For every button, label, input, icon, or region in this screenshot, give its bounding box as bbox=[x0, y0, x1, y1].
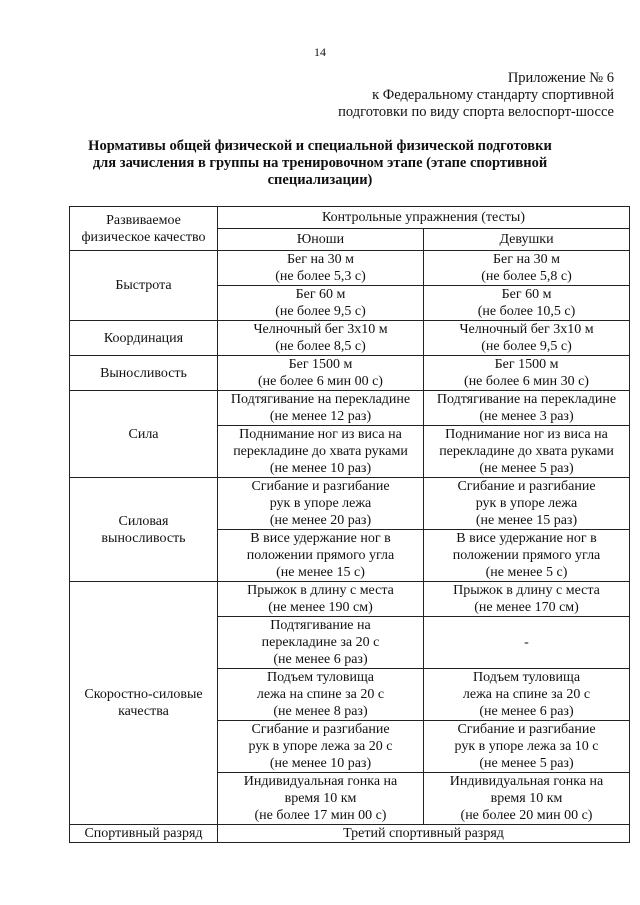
test-line: (не менее 5 раз) bbox=[479, 461, 574, 476]
test-line: перекладине за 20 с bbox=[261, 635, 380, 650]
test-line: (не менее 6 раз) bbox=[479, 704, 574, 719]
quality-line: Скоростно-силовые bbox=[84, 687, 203, 702]
table-row bbox=[70, 321, 630, 356]
girls-test-cell bbox=[424, 530, 630, 582]
quality-line: выносливость bbox=[101, 530, 186, 546]
test-line: лежа на спине за 20 с bbox=[462, 687, 591, 702]
header-girls: Девушки bbox=[424, 229, 630, 251]
test-line: (не менее 10 раз) bbox=[269, 461, 372, 476]
table-row bbox=[70, 582, 630, 617]
test-line: Бег на 30 м bbox=[492, 252, 561, 267]
test-line: (не менее 5 раз) bbox=[479, 756, 574, 771]
test-line: рук в упоре лежа bbox=[475, 496, 578, 511]
table-row bbox=[70, 356, 630, 391]
test-line: (не более 6 мин 00 с) bbox=[258, 374, 383, 389]
test-line: (не более 9,5 с) bbox=[275, 304, 366, 319]
test-line: Бег на 30 м bbox=[286, 252, 355, 267]
test-line: (не более 17 мин 00 с) bbox=[254, 808, 387, 823]
test-line: Сгибание и разгибание bbox=[457, 479, 596, 494]
test-line: (не менее 5 с) bbox=[485, 565, 568, 580]
test-line: перекладине до хвата руками bbox=[439, 444, 614, 459]
header-quality bbox=[70, 207, 218, 251]
test-line: Челночный бег 3x10 м bbox=[459, 322, 594, 337]
table-row bbox=[70, 825, 630, 843]
girls-test-cell bbox=[424, 721, 630, 773]
test-line: перекладине до хвата руками bbox=[233, 444, 408, 459]
header-quality-line: физическое качество bbox=[81, 229, 206, 245]
test-line: Поднимание ног из виса на bbox=[239, 427, 402, 442]
footer-value: Третий спортивный разряд bbox=[218, 825, 630, 843]
test-line: (не более 10,5 с) bbox=[477, 304, 576, 319]
quality-line: Координация bbox=[103, 330, 184, 346]
test-line: Индивидуальная гонка на bbox=[449, 774, 604, 789]
girls-test-cell bbox=[424, 251, 630, 286]
test-line: (не более 5,8 с) bbox=[481, 269, 572, 284]
test-line: (не более 5,3 с) bbox=[275, 269, 366, 284]
boys-test-cell bbox=[218, 478, 424, 530]
quality-cell bbox=[70, 321, 218, 356]
quality-line: Быстрота bbox=[115, 278, 172, 293]
title-line: для зачисления в группы на тренировочном этапе (этапе спортивной bbox=[92, 155, 548, 171]
test-line: Поднимание ног из виса на bbox=[445, 427, 608, 442]
girls-test-cell bbox=[424, 356, 630, 391]
header-tests: Контрольные упражнения (тесты) bbox=[218, 207, 630, 229]
test-line: время 10 км bbox=[284, 791, 357, 806]
test-line: (не менее 6 раз) bbox=[273, 652, 368, 667]
boys-test-cell bbox=[218, 669, 424, 721]
page-number: 14 bbox=[314, 45, 326, 59]
test-line: рук в упоре лежа bbox=[269, 496, 372, 511]
header-boys: Юноши bbox=[218, 229, 424, 251]
test-line: Подъем туловища bbox=[472, 670, 581, 685]
girls-test-cell bbox=[424, 286, 630, 321]
table-row bbox=[70, 251, 630, 286]
boys-test-cell bbox=[218, 286, 424, 321]
test-line: (не менее 3 раз) bbox=[479, 409, 574, 424]
girls-test-cell bbox=[424, 669, 630, 721]
test-line: Подтягивание на перекладине bbox=[230, 392, 411, 407]
test-line: Сгибание и разгибание bbox=[251, 479, 390, 494]
test-line: лежа на спине за 20 с bbox=[256, 687, 385, 702]
boys-test-cell bbox=[218, 530, 424, 582]
test-line: рук в упоре лежа за 20 с bbox=[248, 739, 393, 754]
norms-table bbox=[69, 206, 630, 843]
boys-test-cell bbox=[218, 251, 424, 286]
girls-test-cell bbox=[424, 478, 630, 530]
test-line: положении прямого угла bbox=[452, 548, 601, 563]
test-line: - bbox=[524, 635, 529, 650]
appendix-line: к Федеральному стандарту спортивной bbox=[372, 87, 614, 103]
appendix-line: подготовки по виду спорта велоспорт-шоссе bbox=[338, 104, 614, 120]
boys-test-cell bbox=[218, 721, 424, 773]
test-line: Прыжок в длину с места bbox=[247, 583, 394, 598]
test-line: (не более 8,5 с) bbox=[275, 339, 366, 354]
test-line: Бег 60 м bbox=[295, 287, 346, 302]
test-line: (не менее 190 см) bbox=[268, 600, 373, 615]
girls-test-cell bbox=[424, 426, 630, 478]
girls-test-cell bbox=[424, 773, 630, 825]
test-line: В висе удержание ног в bbox=[456, 531, 597, 546]
test-line: (не менее 20 раз) bbox=[269, 513, 372, 528]
test-line: (не более 9,5 с) bbox=[481, 339, 572, 354]
appendix-line: Приложение № 6 bbox=[507, 70, 614, 86]
test-line: Бег 1500 м bbox=[494, 357, 559, 372]
boys-test-cell bbox=[218, 617, 424, 669]
quality-line: Выносливость bbox=[100, 365, 187, 381]
document-title bbox=[60, 138, 580, 189]
quality-line: Силовая bbox=[118, 513, 169, 529]
test-line: (не менее 12 раз) bbox=[269, 409, 372, 424]
test-line: (не менее 170 см) bbox=[474, 600, 579, 615]
test-line: Индивидуальная гонка на bbox=[243, 774, 398, 789]
test-line: положении прямого угла bbox=[246, 548, 395, 563]
girls-test-cell bbox=[424, 582, 630, 617]
quality-cell bbox=[70, 391, 218, 478]
test-line: (не менее 15 раз) bbox=[475, 513, 578, 528]
test-line: время 10 км bbox=[490, 791, 563, 806]
test-line: (не менее 10 раз) bbox=[269, 756, 372, 771]
test-line: (не более 6 мин 30 с) bbox=[464, 374, 589, 389]
test-line: Подтягивание на перекладине bbox=[436, 392, 617, 407]
test-line: (не более 20 мин 00 с) bbox=[460, 808, 593, 823]
girls-test-cell bbox=[424, 391, 630, 426]
appendix-note bbox=[338, 70, 614, 121]
title-line: специализации) bbox=[267, 172, 373, 188]
girls-test-cell bbox=[424, 321, 630, 356]
quality-cell bbox=[70, 356, 218, 391]
table-row bbox=[70, 478, 630, 530]
test-line: (не менее 8 раз) bbox=[273, 704, 368, 719]
title-line: Нормативы общей физической и специальной физической подготовки bbox=[88, 138, 552, 154]
footer-label: Спортивный разряд bbox=[70, 825, 218, 843]
test-line: Бег 60 м bbox=[501, 287, 552, 302]
test-line: Подтягивание на bbox=[270, 618, 371, 633]
quality-cell bbox=[70, 582, 218, 825]
quality-line: качества bbox=[118, 704, 169, 719]
header-quality-line: Развиваемое bbox=[106, 212, 181, 228]
test-line: В висе удержание ног в bbox=[250, 531, 391, 546]
quality-line: Сила bbox=[128, 426, 159, 442]
boys-test-cell bbox=[218, 426, 424, 478]
boys-test-cell bbox=[218, 356, 424, 391]
boys-test-cell bbox=[218, 391, 424, 426]
test-line: рук в упоре лежа за 10 с bbox=[454, 739, 599, 754]
test-line: (не менее 15 с) bbox=[276, 565, 365, 580]
test-line: Прыжок в длину с места bbox=[453, 583, 600, 598]
boys-test-cell bbox=[218, 773, 424, 825]
girls-test-cell bbox=[424, 617, 630, 669]
test-line: Бег 1500 м bbox=[288, 357, 353, 372]
test-line: Сгибание и разгибание bbox=[251, 722, 390, 737]
boys-test-cell bbox=[218, 582, 424, 617]
test-line: Челночный бег 3x10 м bbox=[253, 322, 388, 337]
quality-cell bbox=[70, 251, 218, 321]
boys-test-cell bbox=[218, 321, 424, 356]
quality-cell bbox=[70, 478, 218, 582]
norms-table-body bbox=[70, 251, 630, 825]
table-row bbox=[70, 391, 630, 426]
test-line: Подъем туловища bbox=[266, 670, 375, 685]
test-line: Сгибание и разгибание bbox=[457, 722, 596, 737]
